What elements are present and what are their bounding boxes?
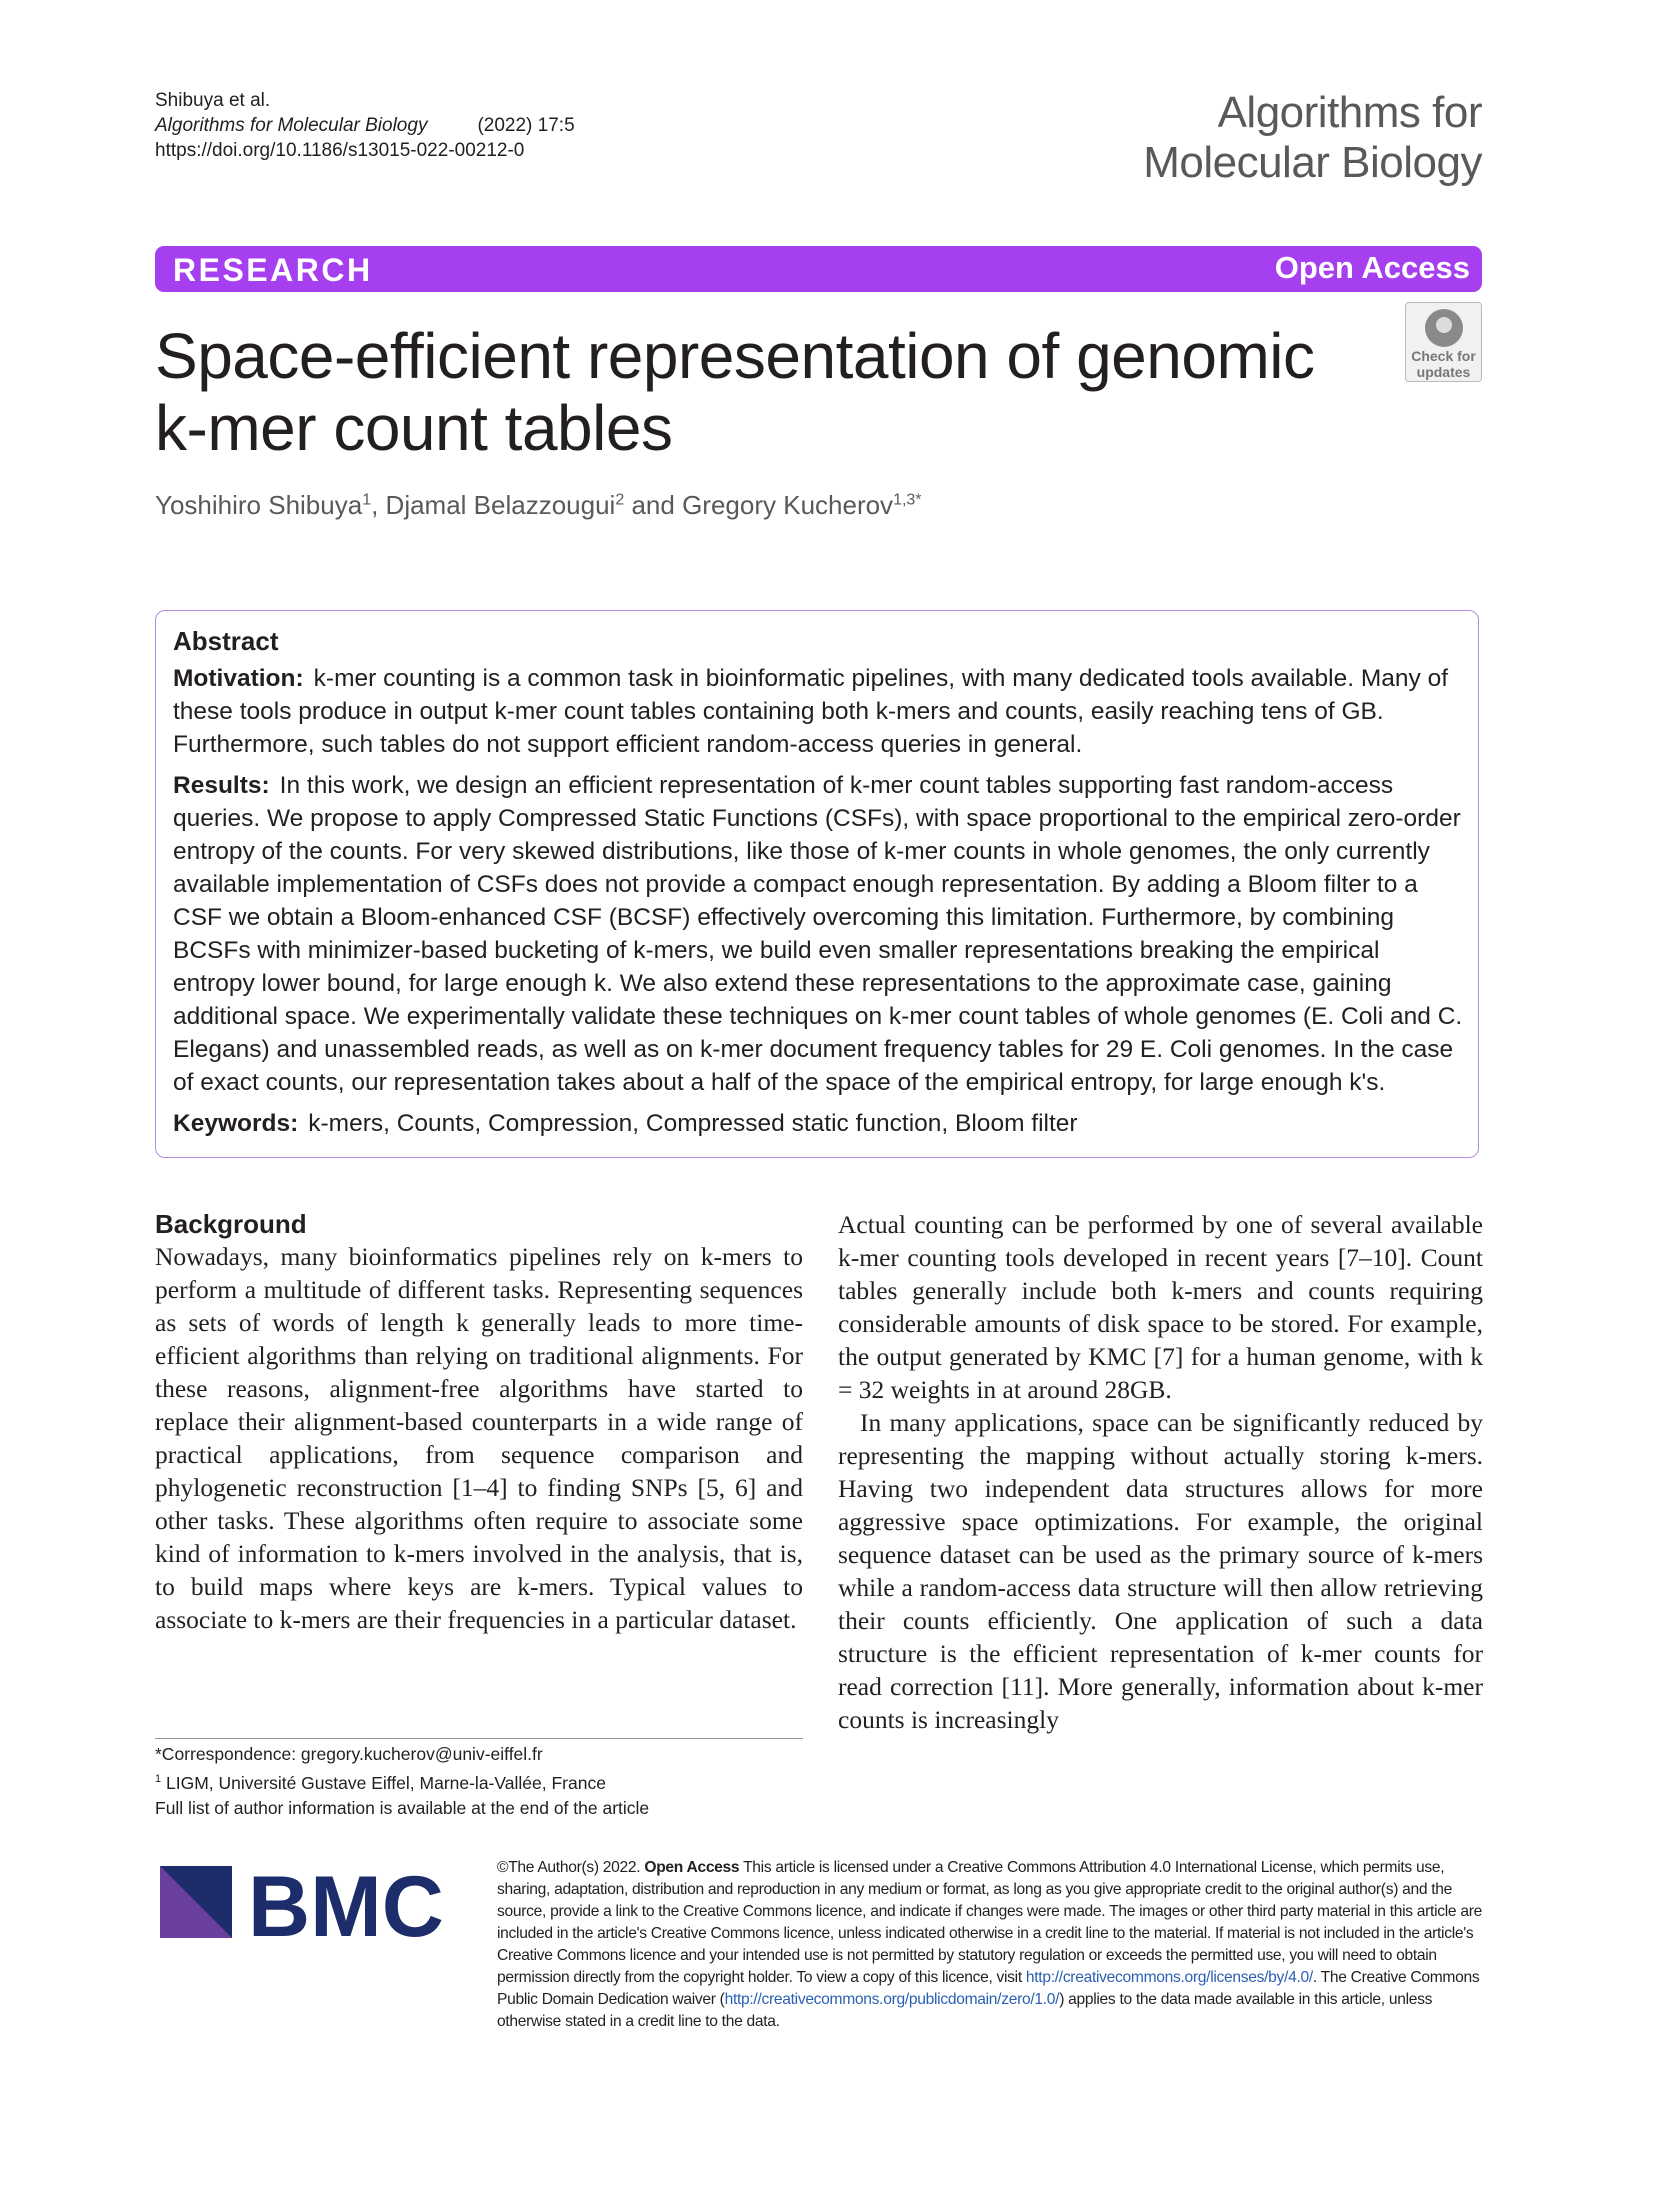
author-name: Djamal Belazzougui: [385, 490, 616, 520]
author-affiliation: 1: [362, 491, 372, 509]
open-access-label: Open Access: [1274, 250, 1470, 285]
author-name: Gregory Kucherov: [682, 490, 894, 520]
footnote-divider: [155, 1738, 803, 1739]
author-info-note: Full list of author information is available at the end of the article: [155, 1797, 650, 1818]
author-affiliation: 1,3*: [893, 491, 922, 509]
body-column-left: [155, 1208, 803, 1636]
author-affiliation: 2: [615, 491, 625, 509]
badge-line1: Check for: [1411, 348, 1476, 364]
abstract-heading: Abstract: [173, 626, 279, 656]
article-type-banner: [155, 246, 1482, 292]
badge-line2: updates: [1416, 364, 1471, 380]
title-line1: Space-efficient representation of genomic: [155, 320, 1315, 392]
license-statement: ©The Author(s) 2022. Open Access This article is licensed under a Creative Commons Attribution 4.0 International License, which permits use, sharing, adaptation, distribution and reproduction in any medium or format, as long as you give appropriate credit to the original author(s) and the source, provide a link to the Creative Commons licence, and indicate if changes were made. The images or other third party material in this article are included in the article's Creative Commons licence, unless indicated otherwise in a credit line to the material. If material is not included in the article's Creative Commons licence and your intended use is not permitted by statutory regulation or exceeds the permitted use, you will need to obtain permission directly from the copyright holder. To view a copy of this licence, visit http://creativecommons.org/licenses/by/4.0/. The Creative Commons Public Domain Dedication waiver (http://creativecommons.org/publicdomain/zero/1.0/) applies to the data made available in this article, unless otherwise stated in a credit line to the data.: [497, 1859, 1482, 2030]
body-column-right: [838, 1208, 1483, 1736]
body-paragraph: In many applications, space can be significantly reduced by representing the mapping without actually storing k-mers. Having two independent data structures allows for more aggressive space optimizations. For example, the original sequence dataset can be used as the primary source of k-mers while a random-access data structure will then allow retrieving their counts efficiently. One application of such a data structure is the efficient representation of k-mer counts for read correction [11]. More generally, information about k-mer counts is increasingly: [838, 1408, 1483, 1734]
abstract-results: Results: In this work, we design an efficient representation of k-mer count tables supporting fast random-access queries. We propose to apply Compressed Static Functions (CSFs), with space proportional to the empirical zero-order entropy of the counts. For very skewed distributions, like those of k-mer counts in whole genomes, the only currently available implementation of CSFs does not provide a compact enough representation. By adding a Bloom filter to a CSF we obtain a Bloom-enhanced CSF (BCSF) effectively overcoming this limitation. Furthermore, by combining BCSFs with minimizer-based bucketing of k-mers, we build even smaller representations breaking the empirical entropy lower bound, for large enough k. We also extend these representations to the approximate case, gaining additional space. We experimentally validate these techniques on k-mer count tables of whole genomes (E. Coli and C. Elegans) and unassembled reads, as well as on k-mer document frequency tables for 29 E. Coli genomes. In the case of exact counts, our representation takes about a half of the space of the empirical entropy, for large enough k's.: [173, 772, 1463, 1096]
abstract: [173, 625, 1463, 1148]
abstract-keywords: Keywords: k-mers, Counts, Compression, Compressed static function, Bloom filter: [173, 1110, 1078, 1137]
crossmark-icon: [1425, 309, 1463, 347]
correspondence: *Correspondence: gregory.kucherov@univ-eiffel.fr: [155, 1744, 543, 1764]
author-list: Yoshihiro Shibuya$^1$, Djamal Belazzougui$^2$ and Gregory Kucherov$^{1,3*}$: [155, 490, 922, 520]
check-for-updates-badge[interactable]: [1405, 302, 1482, 382]
journal-title: [1143, 88, 1482, 188]
article-title: [155, 320, 1355, 464]
public-domain-url[interactable]: http://creativecommons.org/publicdomain/zero/1.0/: [724, 1991, 1060, 2008]
footnotes: [155, 1742, 803, 1821]
affiliation: $^1$ LIGM, Université Gustave Eiffel, Marne-la-Vallée, France: [155, 1772, 606, 1793]
doi-link[interactable]: https://doi.org/10.1186/s13015-022-00212-0: [155, 140, 525, 161]
body-paragraph: Nowadays, many bioinformatics pipelines rely on k-mers to perform a multitude of different tasks. Representing sequences as sets of words of length k generally leads to more time-efficient algorithms than relying on traditional alignments. For these reasons, alignment-free algorithms have started to replace their alignment-based counterparts in a wide range of practical applications, from sequence comparison and phylogenetic reconstruction [1–4] to finding SNPs [5, 6] and other tasks. These algorithms often require to associate some kind of information to k-mers involved in the analysis, that is, to build maps where keys are k-mers. Typical values to associate to k-mers are their frequencies in a particular dataset.: [155, 1242, 803, 1634]
section-heading: Background: [155, 1209, 307, 1239]
author-name: Yoshihiro Shibuya: [155, 490, 363, 520]
journal-citation: Algorithms for Molecular Biology: [155, 115, 428, 136]
running-header: [155, 88, 575, 163]
body-paragraph: Actual counting can be performed by one of several available k-mer counting tools developed in recent years [7–10]. Count tables generally include both k-mers and counts requiring considerable amounts of disk space to be stored. For example, the output generated by KMC [7] for a human genome, with k = 32 weights in at around 28GB.: [838, 1210, 1483, 1404]
license-url[interactable]: http://creativecommons.org/licenses/by/4.0/: [1025, 1969, 1313, 1986]
journal-title-line2: Molecular Biology: [1143, 138, 1482, 187]
journal-title-line1: Algorithms for: [1217, 88, 1482, 137]
title-line2: k-mer count tables: [155, 392, 673, 464]
authors-short: Shibuya et al.: [155, 90, 271, 111]
abstract-motivation: Motivation: k-mer counting is a common task in bioinformatic pipelines, with many dedicated tools available. Many of these tools produce in output k-mer count tables containing both k-mers and counts, easily reaching tens of GB. Furthermore, such tables do not support efficient random-access queries in general.: [173, 665, 1449, 758]
article-type: RESEARCH: [173, 252, 373, 288]
logo-wordmark: BMC: [248, 1864, 444, 1955]
volume: (2022) 17:5: [477, 115, 575, 136]
bmc-logo: [160, 1864, 460, 1964]
